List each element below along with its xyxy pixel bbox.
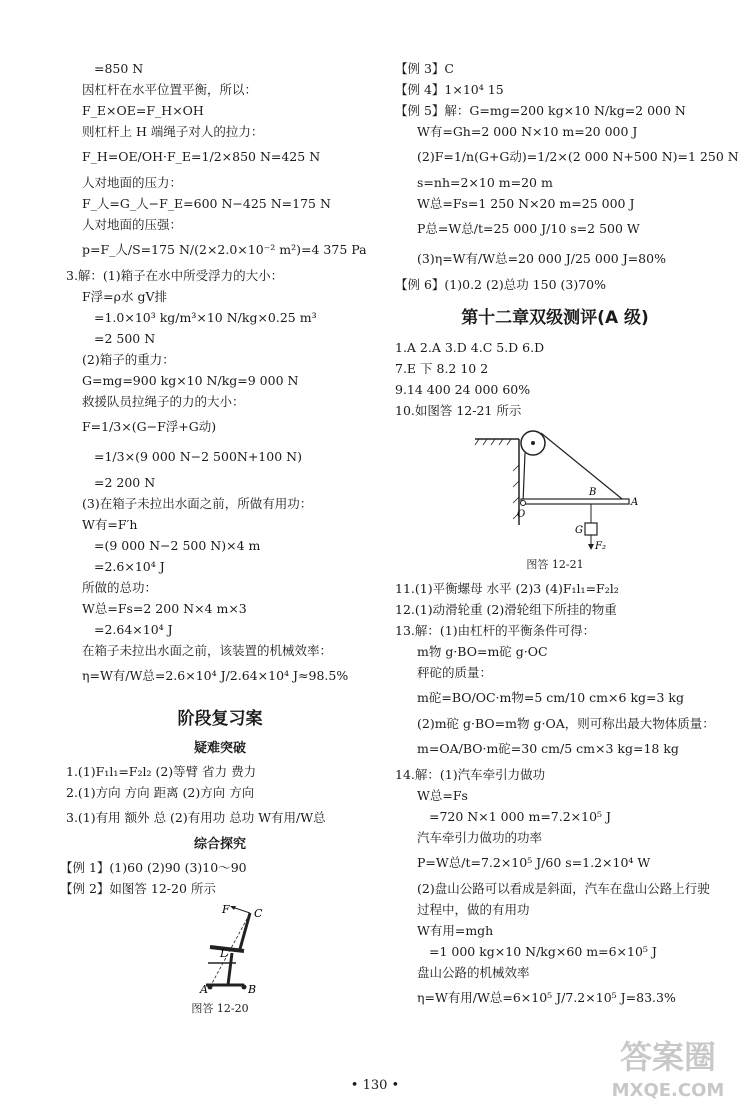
answer-line: 1.(1)F₁l₁=F₂l₂ (2)等臂 省力 费力 [66, 764, 257, 779]
answer-line: =2.6×10⁴ J [94, 559, 165, 574]
answer-line: 因杠杆在水平位置平衡，所以： [82, 82, 258, 97]
label-A: A [631, 497, 639, 508]
answer-line: 则杠杆上 H 端绳子对人的拉力： [82, 124, 264, 139]
label-F: F [222, 903, 230, 916]
answer-line: η=W有用/W总=6×10⁵ J/7.2×10⁵ J=83.3% [417, 990, 676, 1005]
section-title: 阶段复习案 [177, 709, 263, 729]
answer-line: p=F_人/S=175 N/(2×2.0×10⁻² m²)=4 375 Pa [82, 242, 367, 257]
answer-line: 3.(1)有用 额外 总 (2)有用功 总功 W有用/W总 [66, 810, 326, 825]
answer-line: 救援队员拉绳子的力的大小： [82, 394, 245, 409]
answer-line: F_人=G_人−F_E=600 N−425 N=175 N [82, 196, 331, 211]
figure-12-20 [60, 903, 380, 1018]
answer-line: (2)盘山公路可以看成是斜面，汽车在盘山公路上行驶 [417, 881, 710, 896]
answer-line: m砣=BO/OC·m物=5 cm/10 cm×6 kg=3 kg [417, 690, 684, 705]
figure-12-21 [395, 425, 715, 574]
answer-line: 7.E 下 8.2 10 2 [395, 361, 489, 376]
answer-line: 在箱子未拉出水面之前，该装置的机械效率： [82, 643, 333, 658]
answer-line: =2.64×10⁴ J [94, 622, 173, 637]
answer-line: 盘山公路的机械效率 [417, 965, 530, 980]
pulley-lever-diagram [395, 425, 715, 553]
answer-line: W总=Fs [417, 788, 468, 803]
label-G: G [575, 525, 583, 536]
answer-line: 秤砣的质量： [417, 665, 493, 680]
answer-line: (2)箱子的重力： [82, 352, 175, 367]
answer-line: (2)m砣 g·BO=m物 g·OA，则可称出最大物体质量： [417, 716, 715, 731]
subsection-title: 疑难突破 [193, 741, 246, 756]
answer-line: =1 000 kg×10 N/kg×60 m=6×10⁵ J [429, 944, 657, 959]
label-A: A [200, 983, 208, 996]
answer-line: =1.0×10³ kg/m³×10 N/kg×0.25 m³ [94, 310, 317, 325]
figure-caption: 图答 12-21 [526, 558, 584, 571]
answer-line: m物 g·BO=m砣 g·OC [417, 644, 548, 659]
answer-line: =(9 000 N−2 500 N)×4 m [94, 538, 261, 553]
label-L: L [220, 947, 228, 960]
answer-line: 14.解：(1)汽车牵引力做功 [395, 767, 546, 782]
answer-line: =850 N [94, 61, 144, 76]
answer-line: W有=Gh=2 000 N×10 m=20 000 J [417, 124, 638, 139]
watermark-url: MXQE.COM [611, 1080, 725, 1101]
subsection-title: 综合探究 [193, 837, 246, 852]
answer-line: W总=Fs=2 200 N×4 m×3 [82, 601, 247, 616]
answer-line: 【例 2】如图答 12-20 所示 [60, 881, 216, 896]
answer-line: P总=W总/t=25 000 J/10 s=2 500 W [417, 221, 640, 236]
answer-line: F浮=ρ水 gV排 [82, 289, 167, 304]
answer-line: W总=Fs=1 250 N×20 m=25 000 J [417, 196, 635, 211]
label-B: B [589, 487, 597, 498]
answer-line: 3.解：(1)箱子在水中所受浮力的大小： [66, 268, 284, 283]
label-O: O [517, 509, 526, 520]
answer-line: 10.如图答 12-21 所示 [395, 403, 522, 418]
watermark-text: 答案圈 [619, 1038, 717, 1076]
answer-line: 人对地面的压力： [82, 175, 183, 190]
answer-line: W有用=mgh [417, 923, 494, 938]
label-C: C [254, 907, 263, 920]
answer-line: 11.(1)平衡螺母 水平 (2)3 (4)F₁l₁=F₂l₂ [395, 581, 619, 596]
answer-line: 9.14 400 24 000 60% [395, 382, 531, 397]
answer-line: η=W有/W总=2.6×10⁴ J/2.64×10⁴ J≈98.5% [82, 668, 349, 683]
answer-line: G=mg=900 kg×10 N/kg=9 000 N [82, 373, 299, 388]
answer-line: (2)F=1/n(G+G动)=1/2×(2 000 N+500 N)=1 250 N [417, 149, 739, 164]
answer-line: 所做的总功： [82, 580, 158, 595]
watermark-logo [598, 1028, 738, 1104]
answer-line: 12.(1)动滑轮重 (2)滑轮组下所挂的物重 [395, 602, 617, 617]
answer-line: m=OA/BO·m砣=30 cm/5 cm×3 kg=18 kg [417, 741, 679, 756]
answer-line: =1/3×(9 000 N−2 500N+100 N) [94, 449, 302, 464]
answer-line: 【例 5】解：G=mg=200 kg×10 N/kg=2 000 N [395, 103, 686, 118]
figure-caption: 图答 12-20 [191, 1002, 249, 1015]
answer-line: =2 200 N [94, 475, 156, 490]
label-F2: F₂ [595, 541, 606, 552]
answer-line: 【例 1】(1)60 (2)90 (3)10～90 [60, 860, 247, 875]
answer-line: 汽车牵引力做功的功率 [417, 830, 543, 845]
answer-line: (3)在箱子未拉出水面之前，所做有用功： [82, 496, 313, 511]
answer-line: 13.解：(1)由杠杆的平衡条件可得： [395, 623, 596, 638]
page-number: • 130 • [350, 1078, 400, 1093]
chair-lever-diagram [60, 903, 380, 997]
answer-line: =2 500 N [94, 331, 156, 346]
answer-line: P=W总/t=7.2×10⁵ J/60 s=1.2×10⁴ W [417, 855, 651, 870]
answer-line: 【例 6】(1)0.2 (2)总功 150 (3)70% [395, 277, 606, 292]
answer-line: s=nh=2×10 m=20 m [417, 175, 553, 190]
answer-line: 2.(1)方向 方向 距离 (2)方向 方向 [66, 785, 255, 800]
answer-line: F_E×OE=F_H×OH [82, 103, 204, 118]
answer-line: W有=F′h [82, 517, 138, 532]
answer-line: 人对地面的压强： [82, 217, 183, 232]
right-column [395, 58, 739, 1013]
answer-line: F_H=OE/OH·F_E=1/2×850 N=425 N [82, 149, 321, 164]
label-B: B [248, 983, 257, 996]
left-column [60, 58, 380, 1022]
answer-line: 过程中，做的有用功 [417, 902, 530, 917]
answer-line: (3)η=W有/W总=20 000 J/25 000 J=80% [417, 251, 666, 266]
answer-line: 【例 4】1×10⁴ 15 [395, 82, 504, 97]
answer-line: =720 N×1 000 m=7.2×10⁵ J [429, 809, 612, 824]
answer-line: F=1/3×(G−F浮+G动) [82, 419, 217, 434]
answer-line: 1.A 2.A 3.D 4.C 5.D 6.D [395, 340, 545, 355]
answer-line: 【例 3】C [395, 61, 454, 76]
chapter-title: 第十二章双级测评(A 级) [461, 308, 649, 328]
